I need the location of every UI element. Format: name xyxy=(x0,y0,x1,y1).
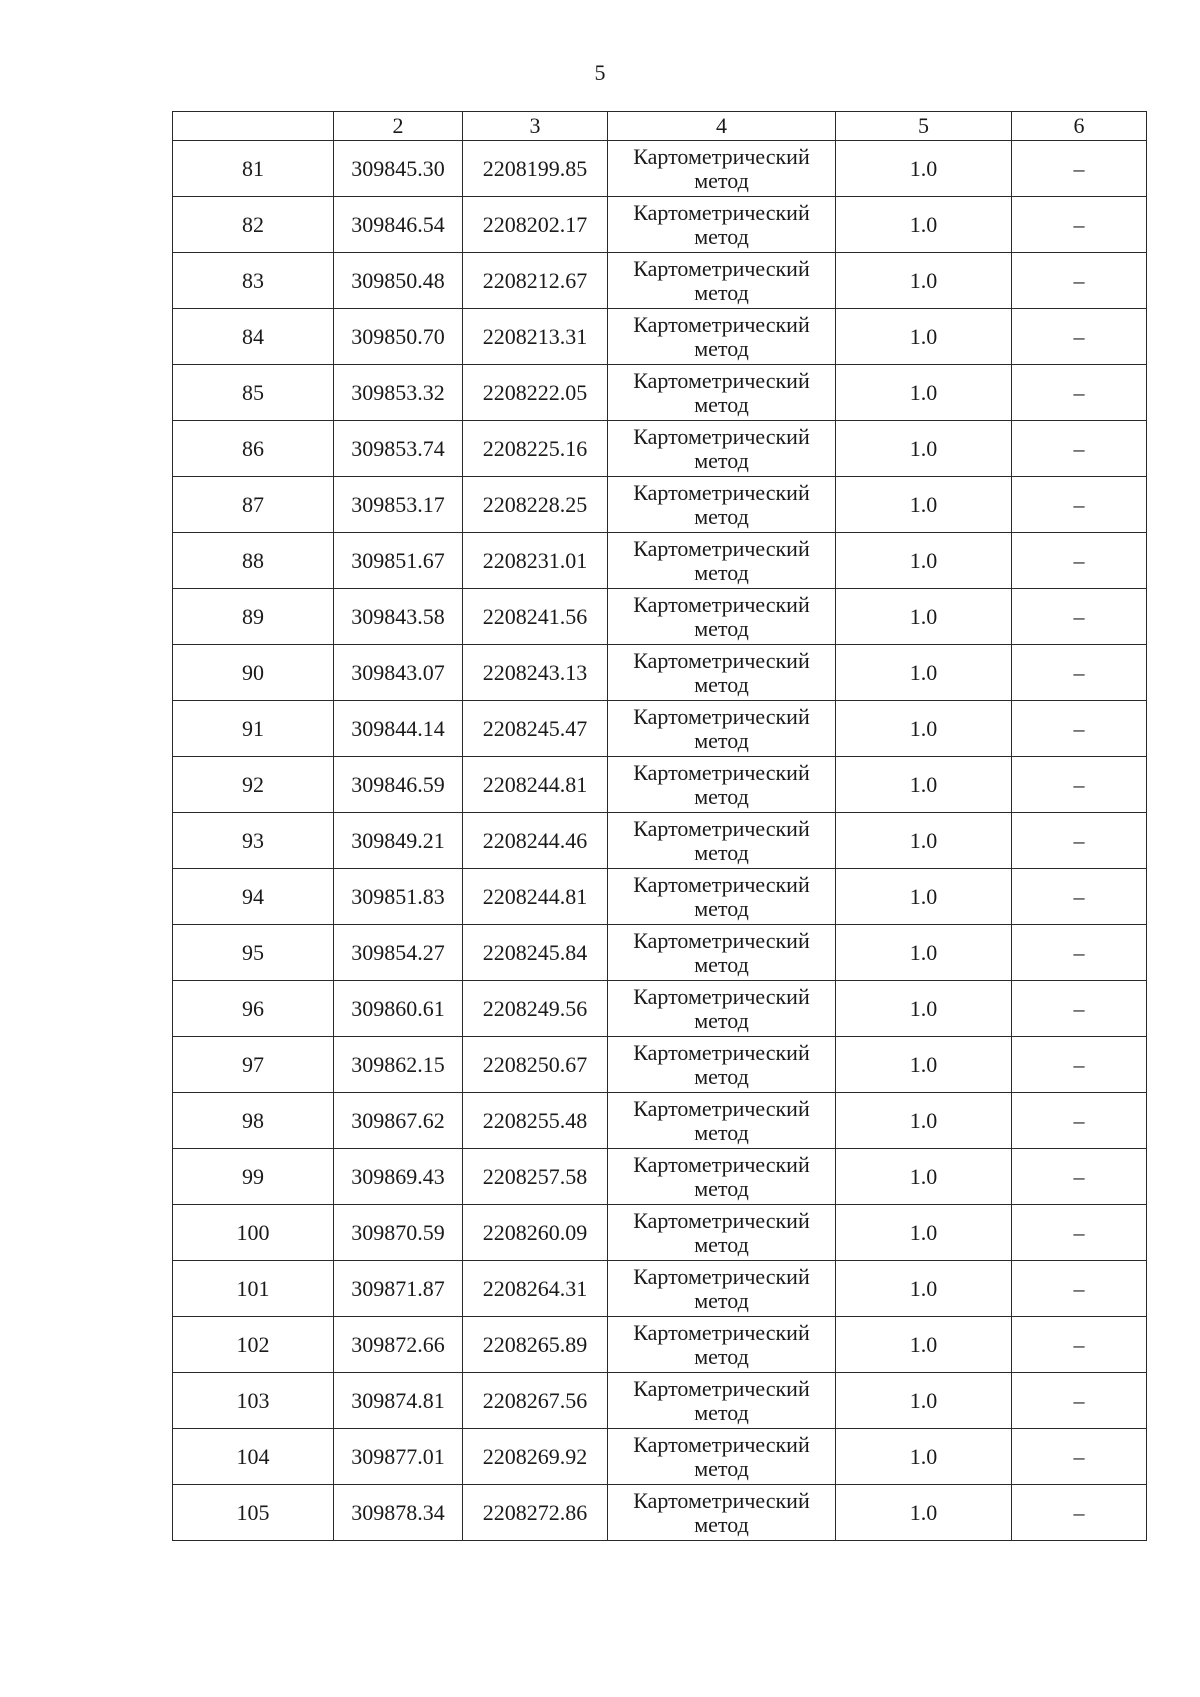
note-cell: – xyxy=(1012,981,1147,1037)
x-coordinate-cell: 309871.87 xyxy=(334,1261,463,1317)
point-number-cell: 81 xyxy=(173,141,334,197)
table-row xyxy=(173,869,1147,925)
x-coordinate-cell: 309843.58 xyxy=(334,589,463,645)
point-number-cell: 91 xyxy=(173,701,334,757)
y-coordinate-cell: 2208245.84 xyxy=(463,925,608,981)
method-cell xyxy=(608,1317,836,1373)
method-line-2: метод xyxy=(694,671,749,697)
method-cell xyxy=(608,1485,836,1541)
table-row xyxy=(173,1205,1147,1261)
method-line-2: метод xyxy=(694,1511,749,1537)
note-cell: – xyxy=(1012,1205,1147,1261)
header-cell-2: 2 xyxy=(334,112,463,141)
x-coordinate-cell: 309853.17 xyxy=(334,477,463,533)
x-coordinate-cell: 309851.67 xyxy=(334,533,463,589)
point-number-cell: 89 xyxy=(173,589,334,645)
method-cell xyxy=(608,701,836,757)
table-row xyxy=(173,1485,1147,1541)
accuracy-cell: 1.0 xyxy=(836,365,1012,421)
accuracy-cell: 1.0 xyxy=(836,1093,1012,1149)
table-row xyxy=(173,533,1147,589)
accuracy-cell: 1.0 xyxy=(836,981,1012,1037)
accuracy-cell: 1.0 xyxy=(836,757,1012,813)
method-cell xyxy=(608,1373,836,1429)
method-cell xyxy=(608,1429,836,1485)
method-line-2: метод xyxy=(694,839,749,865)
table-row xyxy=(173,197,1147,253)
y-coordinate-cell: 2208222.05 xyxy=(463,365,608,421)
point-number-cell: 96 xyxy=(173,981,334,1037)
note-cell: – xyxy=(1012,1373,1147,1429)
table-row xyxy=(173,141,1147,197)
method-cell xyxy=(608,253,836,309)
method-line-1: Картометрический xyxy=(633,871,810,897)
accuracy-cell: 1.0 xyxy=(836,645,1012,701)
x-coordinate-cell: 309870.59 xyxy=(334,1205,463,1261)
accuracy-cell: 1.0 xyxy=(836,477,1012,533)
x-coordinate-cell: 309851.83 xyxy=(334,869,463,925)
accuracy-cell: 1.0 xyxy=(836,533,1012,589)
y-coordinate-cell: 2208243.13 xyxy=(463,645,608,701)
method-line-2: метод xyxy=(694,335,749,361)
x-coordinate-cell: 309860.61 xyxy=(334,981,463,1037)
y-coordinate-cell: 2208267.56 xyxy=(463,1373,608,1429)
accuracy-cell: 1.0 xyxy=(836,253,1012,309)
y-coordinate-cell: 2208245.47 xyxy=(463,701,608,757)
note-cell: – xyxy=(1012,365,1147,421)
method-cell xyxy=(608,981,836,1037)
method-line-2: метод xyxy=(694,615,749,641)
table-row xyxy=(173,1317,1147,1373)
y-coordinate-cell: 2208255.48 xyxy=(463,1093,608,1149)
x-coordinate-cell: 309846.59 xyxy=(334,757,463,813)
table-row xyxy=(173,981,1147,1037)
method-cell xyxy=(608,477,836,533)
method-line-1: Картометрический xyxy=(633,591,810,617)
method-line-2: метод xyxy=(694,1287,749,1313)
method-line-1: Картометрический xyxy=(633,255,810,281)
method-line-1: Картометрический xyxy=(633,1151,810,1177)
header-cell-6: 6 xyxy=(1012,112,1147,141)
method-line-1: Картометрический xyxy=(633,1319,810,1345)
x-coordinate-cell: 309849.21 xyxy=(334,813,463,869)
y-coordinate-cell: 2208199.85 xyxy=(463,141,608,197)
method-line-2: метод xyxy=(694,167,749,193)
header-cell-3: 3 xyxy=(463,112,608,141)
note-cell: – xyxy=(1012,1429,1147,1485)
accuracy-cell: 1.0 xyxy=(836,1037,1012,1093)
method-cell xyxy=(608,1093,836,1149)
method-line-2: метод xyxy=(694,1455,749,1481)
y-coordinate-cell: 2208249.56 xyxy=(463,981,608,1037)
note-cell: – xyxy=(1012,1093,1147,1149)
table-row xyxy=(173,1429,1147,1485)
x-coordinate-cell: 309872.66 xyxy=(334,1317,463,1373)
x-coordinate-cell: 309854.27 xyxy=(334,925,463,981)
coordinates-table xyxy=(172,111,1147,1541)
y-coordinate-cell: 2208260.09 xyxy=(463,1205,608,1261)
method-line-1: Картометрический xyxy=(633,423,810,449)
x-coordinate-cell: 309862.15 xyxy=(334,1037,463,1093)
accuracy-cell: 1.0 xyxy=(836,141,1012,197)
point-number-cell: 87 xyxy=(173,477,334,533)
point-number-cell: 94 xyxy=(173,869,334,925)
x-coordinate-cell: 309869.43 xyxy=(334,1149,463,1205)
note-cell: – xyxy=(1012,701,1147,757)
x-coordinate-cell: 309877.01 xyxy=(334,1429,463,1485)
note-cell: – xyxy=(1012,141,1147,197)
point-number-cell: 86 xyxy=(173,421,334,477)
accuracy-cell: 1.0 xyxy=(836,1149,1012,1205)
method-line-1: Картометрический xyxy=(633,1375,810,1401)
table-row xyxy=(173,477,1147,533)
point-number-cell: 83 xyxy=(173,253,334,309)
method-line-1: Картометрический xyxy=(633,311,810,337)
method-line-1: Картометрический xyxy=(633,367,810,393)
y-coordinate-cell: 2208272.86 xyxy=(463,1485,608,1541)
note-cell: – xyxy=(1012,197,1147,253)
table-row xyxy=(173,1373,1147,1429)
x-coordinate-cell: 309853.74 xyxy=(334,421,463,477)
note-cell: – xyxy=(1012,925,1147,981)
point-number-cell: 101 xyxy=(173,1261,334,1317)
method-cell xyxy=(608,197,836,253)
method-line-2: метод xyxy=(694,503,749,529)
point-number-cell: 92 xyxy=(173,757,334,813)
method-cell xyxy=(608,589,836,645)
point-number-cell: 98 xyxy=(173,1093,334,1149)
header-cell-5: 5 xyxy=(836,112,1012,141)
accuracy-cell: 1.0 xyxy=(836,1373,1012,1429)
y-coordinate-cell: 2208250.67 xyxy=(463,1037,608,1093)
method-line-1: Картометрический xyxy=(633,703,810,729)
point-number-cell: 84 xyxy=(173,309,334,365)
table-row xyxy=(173,365,1147,421)
table-row xyxy=(173,701,1147,757)
point-number-cell: 93 xyxy=(173,813,334,869)
table-row xyxy=(173,421,1147,477)
method-cell xyxy=(608,365,836,421)
method-line-1: Картометрический xyxy=(633,647,810,673)
point-number-cell: 95 xyxy=(173,925,334,981)
method-line-2: метод xyxy=(694,1007,749,1033)
note-cell: – xyxy=(1012,645,1147,701)
table-row xyxy=(173,589,1147,645)
accuracy-cell: 1.0 xyxy=(836,1429,1012,1485)
method-line-1: Картометрический xyxy=(633,983,810,1009)
method-cell xyxy=(608,1261,836,1317)
accuracy-cell: 1.0 xyxy=(836,869,1012,925)
y-coordinate-cell: 2208257.58 xyxy=(463,1149,608,1205)
y-coordinate-cell: 2208244.46 xyxy=(463,813,608,869)
method-line-2: метод xyxy=(694,783,749,809)
accuracy-cell: 1.0 xyxy=(836,1317,1012,1373)
y-coordinate-cell: 2208244.81 xyxy=(463,757,608,813)
method-line-2: метод xyxy=(694,447,749,473)
method-cell xyxy=(608,1037,836,1093)
method-line-1: Картометрический xyxy=(633,1039,810,1065)
y-coordinate-cell: 2208231.01 xyxy=(463,533,608,589)
header-cell-4: 4 xyxy=(608,112,836,141)
method-line-1: Картометрический xyxy=(633,759,810,785)
accuracy-cell: 1.0 xyxy=(836,1485,1012,1541)
x-coordinate-cell: 309850.70 xyxy=(334,309,463,365)
note-cell: – xyxy=(1012,1485,1147,1541)
y-coordinate-cell: 2208269.92 xyxy=(463,1429,608,1485)
method-line-2: метод xyxy=(694,1119,749,1145)
point-number-cell: 105 xyxy=(173,1485,334,1541)
method-line-2: метод xyxy=(694,1231,749,1257)
x-coordinate-cell: 309853.32 xyxy=(334,365,463,421)
y-coordinate-cell: 2208202.17 xyxy=(463,197,608,253)
note-cell: – xyxy=(1012,533,1147,589)
method-line-1: Картометрический xyxy=(633,535,810,561)
method-cell xyxy=(608,813,836,869)
method-cell xyxy=(608,925,836,981)
method-line-1: Картометрический xyxy=(633,1263,810,1289)
accuracy-cell: 1.0 xyxy=(836,309,1012,365)
point-number-cell: 104 xyxy=(173,1429,334,1485)
x-coordinate-cell: 309846.54 xyxy=(334,197,463,253)
note-cell: – xyxy=(1012,757,1147,813)
accuracy-cell: 1.0 xyxy=(836,813,1012,869)
accuracy-cell: 1.0 xyxy=(836,197,1012,253)
point-number-cell: 103 xyxy=(173,1373,334,1429)
table-row xyxy=(173,757,1147,813)
method-line-1: Картометрический xyxy=(633,1207,810,1233)
method-line-2: метод xyxy=(694,559,749,585)
table-row xyxy=(173,645,1147,701)
method-cell xyxy=(608,1149,836,1205)
method-line-1: Картометрический xyxy=(633,927,810,953)
point-number-cell: 102 xyxy=(173,1317,334,1373)
header-cell-1 xyxy=(173,112,334,141)
method-line-2: метод xyxy=(694,391,749,417)
accuracy-cell: 1.0 xyxy=(836,1205,1012,1261)
x-coordinate-cell: 309850.48 xyxy=(334,253,463,309)
method-line-1: Картометрический xyxy=(633,479,810,505)
note-cell: – xyxy=(1012,1317,1147,1373)
method-line-2: метод xyxy=(694,223,749,249)
method-cell xyxy=(608,309,836,365)
method-line-1: Картометрический xyxy=(633,1487,810,1513)
y-coordinate-cell: 2208264.31 xyxy=(463,1261,608,1317)
table-row xyxy=(173,813,1147,869)
y-coordinate-cell: 2208213.31 xyxy=(463,309,608,365)
note-cell: – xyxy=(1012,421,1147,477)
note-cell: – xyxy=(1012,1037,1147,1093)
note-cell: – xyxy=(1012,253,1147,309)
accuracy-cell: 1.0 xyxy=(836,589,1012,645)
table-body xyxy=(173,141,1147,1541)
accuracy-cell: 1.0 xyxy=(836,421,1012,477)
point-number-cell: 82 xyxy=(173,197,334,253)
table-row xyxy=(173,1093,1147,1149)
table-row xyxy=(173,925,1147,981)
table-header xyxy=(173,112,1147,141)
note-cell: – xyxy=(1012,309,1147,365)
point-number-cell: 85 xyxy=(173,365,334,421)
method-line-2: метод xyxy=(694,1343,749,1369)
accuracy-cell: 1.0 xyxy=(836,925,1012,981)
y-coordinate-cell: 2208244.81 xyxy=(463,869,608,925)
header-row xyxy=(173,112,1147,141)
method-line-2: метод xyxy=(694,951,749,977)
method-line-2: метод xyxy=(694,895,749,921)
x-coordinate-cell: 309878.34 xyxy=(334,1485,463,1541)
method-line-2: метод xyxy=(694,279,749,305)
point-number-cell: 100 xyxy=(173,1205,334,1261)
table-row xyxy=(173,309,1147,365)
note-cell: – xyxy=(1012,477,1147,533)
x-coordinate-cell: 309843.07 xyxy=(334,645,463,701)
x-coordinate-cell: 309845.30 xyxy=(334,141,463,197)
point-number-cell: 97 xyxy=(173,1037,334,1093)
y-coordinate-cell: 2208265.89 xyxy=(463,1317,608,1373)
x-coordinate-cell: 309874.81 xyxy=(334,1373,463,1429)
table-row xyxy=(173,1261,1147,1317)
method-line-1: Картометрический xyxy=(633,1431,810,1457)
note-cell: – xyxy=(1012,1261,1147,1317)
method-cell xyxy=(608,1205,836,1261)
note-cell: – xyxy=(1012,589,1147,645)
y-coordinate-cell: 2208212.67 xyxy=(463,253,608,309)
method-line-1: Картометрический xyxy=(633,815,810,841)
table-row xyxy=(173,1037,1147,1093)
note-cell: – xyxy=(1012,869,1147,925)
method-cell xyxy=(608,757,836,813)
x-coordinate-cell: 309844.14 xyxy=(334,701,463,757)
method-line-2: метод xyxy=(694,727,749,753)
point-number-cell: 88 xyxy=(173,533,334,589)
method-cell xyxy=(608,869,836,925)
method-line-1: Картометрический xyxy=(633,1095,810,1121)
point-number-cell: 99 xyxy=(173,1149,334,1205)
note-cell: – xyxy=(1012,813,1147,869)
y-coordinate-cell: 2208241.56 xyxy=(463,589,608,645)
x-coordinate-cell: 309867.62 xyxy=(334,1093,463,1149)
method-line-2: метод xyxy=(694,1063,749,1089)
table-row xyxy=(173,1149,1147,1205)
method-line-1: Картометрический xyxy=(633,143,810,169)
table-row xyxy=(173,253,1147,309)
y-coordinate-cell: 2208228.25 xyxy=(463,477,608,533)
method-line-2: метод xyxy=(694,1399,749,1425)
accuracy-cell: 1.0 xyxy=(836,1261,1012,1317)
note-cell: – xyxy=(1012,1149,1147,1205)
method-line-1: Картометрический xyxy=(633,199,810,225)
method-cell xyxy=(608,141,836,197)
y-coordinate-cell: 2208225.16 xyxy=(463,421,608,477)
accuracy-cell: 1.0 xyxy=(836,701,1012,757)
point-number-cell: 90 xyxy=(173,645,334,701)
method-cell xyxy=(608,533,836,589)
method-cell xyxy=(608,421,836,477)
method-cell xyxy=(608,645,836,701)
method-line-2: метод xyxy=(694,1175,749,1201)
page-number: 5 xyxy=(594,60,606,85)
